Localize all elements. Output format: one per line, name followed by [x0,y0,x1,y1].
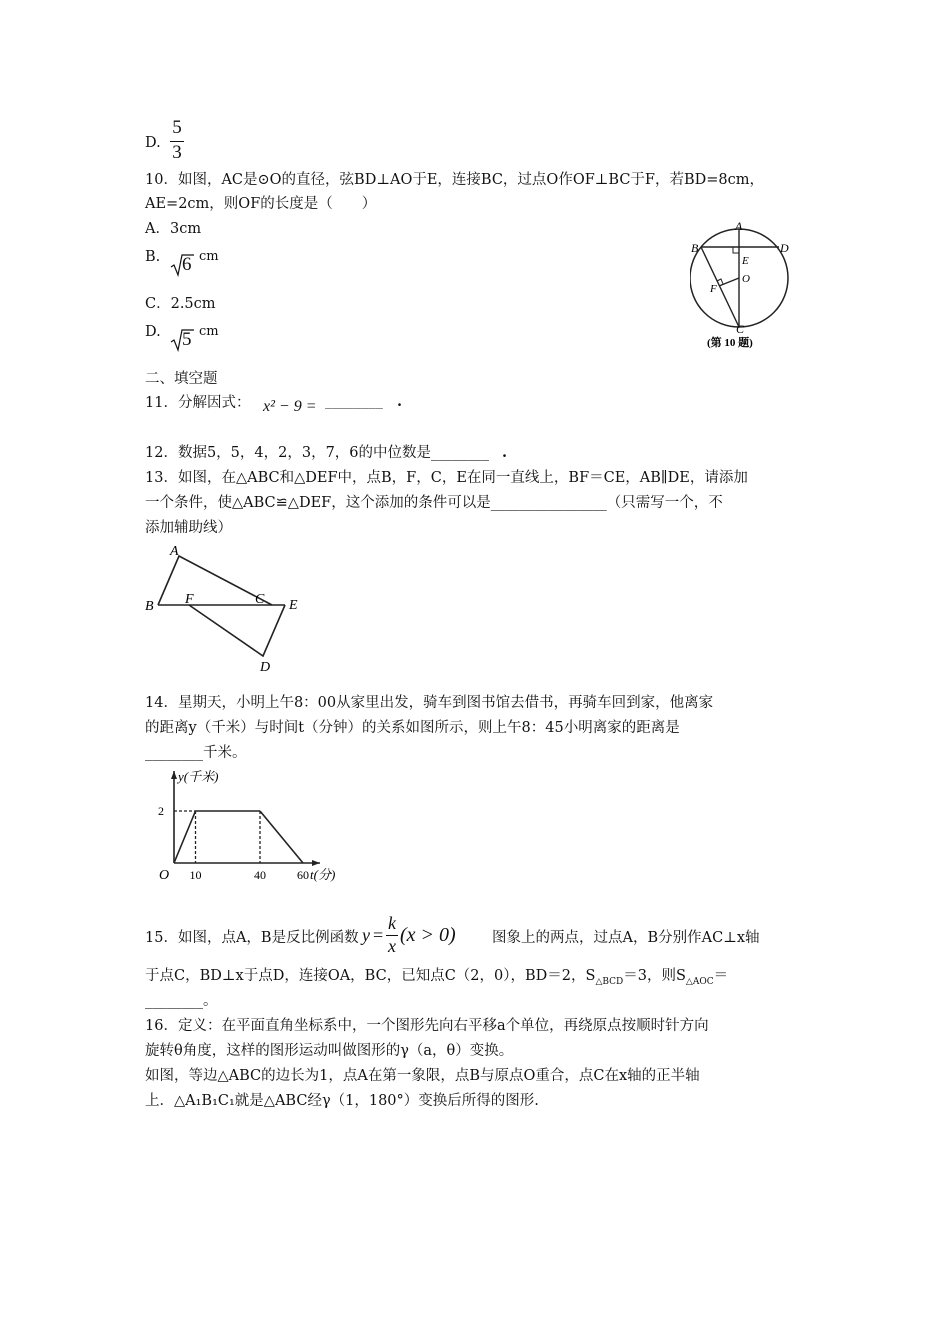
y-axis-arrow [171,771,177,779]
q15-sub-bcd: △BCD [595,976,624,987]
label-a: A [170,544,179,559]
q10-option-d-label: D. [145,324,161,340]
q16-stem-line3: 如图，等边△ABC的边长为1，点A在第一象限，点B与原点O重合，点C在x轴的正半轴 [145,1068,700,1084]
q10-option-b-unit: cm [199,249,219,264]
q12-period: . [502,444,508,461]
label-e: E [289,598,298,613]
q15-line2-c: ＝ [713,968,729,984]
q10-circle-figure [690,218,804,350]
q10-option-d-unit: cm [199,324,219,339]
q15-sub-aoc: △AOC [685,976,714,987]
series-segment-2 [260,811,303,863]
section-title: 二、填空题 [145,371,218,387]
q15-func-eq: = [373,925,384,945]
label-c: C [255,592,265,607]
y-tick-label-2: 2 [158,804,164,818]
q15-function-formula [362,913,492,959]
q15-stem-line1-b: 图象上的两点，过点A，B分别作AC⊥x轴 [492,930,760,946]
q15-line2-main: 于点C，BD⊥x于点D，连接OA，BC，已知点C（2，0），BD＝2，S [145,968,596,984]
q14-stem-line2: 的距离y（千米）与时间t（分钟）的关系如图所示，则上午8：45小明离家的距离是 [145,720,680,736]
x-axis-label: t(分) [310,867,336,882]
q9-option-d-numerator: 5 [172,117,182,138]
q14-stem-line1: 14．星期天，小明上午8：00从家里出发，骑车到图书馆去借书，再骑车回到家，他离家 [145,695,714,711]
q15-func-y: y [362,925,370,945]
origin-label: O [159,868,170,883]
q15-stem-line2 [145,966,728,992]
q15-func-x: x [388,936,396,956]
q15-line2-b: ＝3，则S [623,968,686,984]
q13-stem-line3: 添加辅助线） [145,520,232,536]
q10-option-a: A．3cm [145,221,202,237]
q15-stem-line3: ________。 [145,993,218,1009]
label-d: D [260,660,271,673]
label-c: C [736,322,745,336]
q15-stem-line1-a: 15．如图，点A，B是反比例函数 [145,930,359,946]
x-tick-label-60: 60 [297,868,309,882]
label-b: B [145,599,154,614]
q10-option-b-radicand: 6 [182,254,192,275]
x-axis-arrow [312,860,320,866]
label-f: F [710,283,717,295]
q11-expression: x² − 9 = [263,398,317,415]
q12-text: 12．数据5，5，4，2，3，7，6的中位数是________ [145,445,490,461]
q14-stem-line3: ________千米。 [145,745,247,761]
label-b: B [691,241,699,255]
q16-stem-line4: 上．△A₁B₁C₁就是△ABC经γ（1，180°）变换后所得的图形. [145,1093,539,1109]
series-segment-0 [174,811,196,863]
q11-text: 11．分解因式： [145,395,251,411]
label-a: A [735,219,743,233]
figure-caption: (第 10 题) [707,337,753,349]
x-tick-label-40: 40 [254,868,266,882]
q13-stem-line1: 13．如图，在△ABC和△DEF中，点B，F，C，E在同一直线上，BF＝CE，AB∥DE，请添加 [145,470,748,486]
y-axis-label: y(千米) [178,769,219,784]
q9-option-d-denominator: 3 [172,142,182,163]
label-o: O [742,273,750,285]
q10-option-b-label: B. [145,249,161,265]
q10-option-d-radicand: 5 [182,329,192,350]
q13-stem-line2: 一个条件，使△ABC≌△DEF，这个添加的条件可以是________________（只需写一个，不 [145,495,723,511]
right-angle-e [733,247,739,253]
label-d: D [780,241,789,255]
q11-blank: ________ [325,395,383,409]
label-f: F [185,592,194,607]
triangle-def [189,605,285,656]
q10-stem-line1: 10．如图，AC是⊙O的直径，弦BD⊥AO于E，连接BC，过点O作OF⊥BC于F，若BD=8cm， [145,172,765,188]
q15-func-condition: (x > 0) [400,924,456,946]
q10-stem-line2: AE=2cm，则OF的长度是（ ） [145,196,377,212]
q11-period: . [397,393,403,410]
q14-distance-time-chart [145,763,360,888]
x-tick-label-10: 10 [189,868,202,882]
q13-triangles-figure [145,541,315,673]
q10-option-c: C．2.5cm [145,296,216,312]
q15-func-k: k [388,913,396,933]
q16-stem-line1: 16．定义：在平面直角坐标系中，一个图形先向右平移a个单位，再绕原点按顺时针方向 [145,1018,709,1034]
q9-option-d-label: D. [145,135,161,151]
q16-stem-line2: 旋转θ角度，这样的图形运动叫做图形的γ（a，θ）变换。 [145,1043,514,1059]
label-e: E [742,255,749,267]
